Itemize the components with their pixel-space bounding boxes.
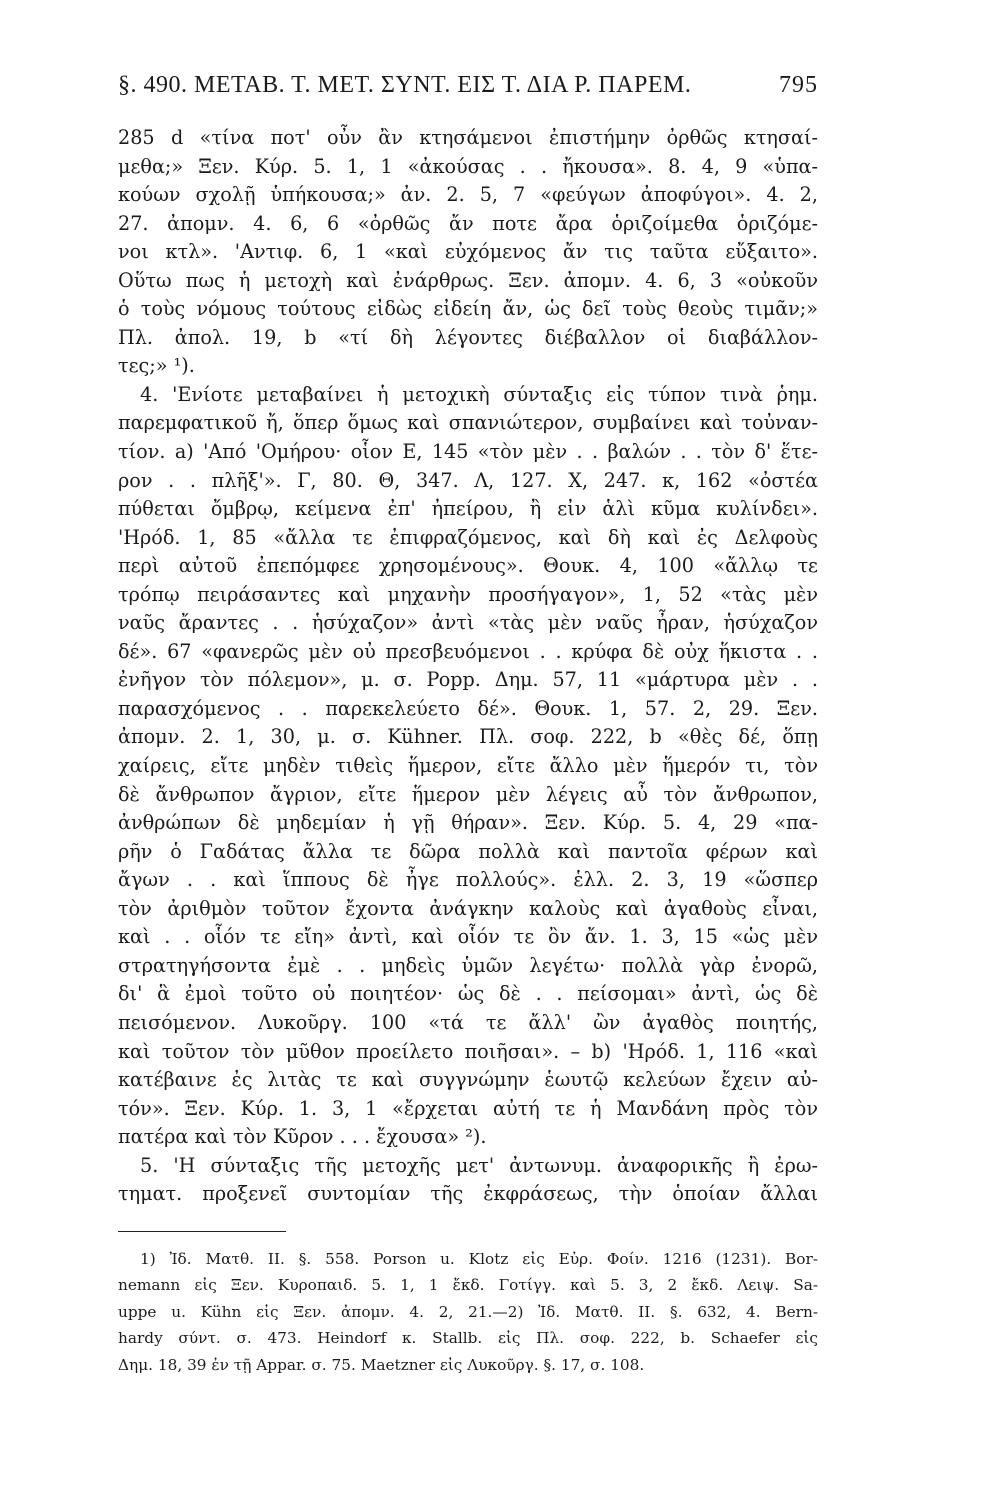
- book-page: [118, 72, 818, 1378]
- footnote-line: 1) Ἰδ. Ματθ. II. §. 558. Porson u. Klotz εἰς Εὐρ. Φοίν. 1216 (1231). Bor-: [140, 1249, 818, 1268]
- text-line: τρόπῳ πειράσαντες καὶ μηχανὴν προσήγαγον», 1, 52 «τὰς μὲν: [118, 582, 818, 606]
- text-line: ρον . . πλῆξ'». Γ, 80. Θ, 347. Λ, 127. Χ, 247. κ, 162 «ὀστέα: [118, 468, 818, 492]
- text-line: ἄγων . . καὶ ἵππους δὲ ἦγε πολλούς». ἑλλ. 2. 3, 19 «ὥσπερ: [118, 868, 818, 892]
- text-line: πεισόμενον. Λυκοῦργ. 100 «τά τε ἄλλ' ὢν ἀγαθὸς ποιητής,: [118, 1010, 818, 1034]
- text-line: περὶ αὐτοῦ ἐπεπόμφεε χρησομένους». Θουκ. 4, 100 «ἄλλῳ τε: [118, 554, 818, 578]
- text-line: κούων σχολῇ ὑπήκουσα;» ἀν. 2. 5, 7 «φεύγων ἀποφύγοι». 4. 2,: [118, 183, 818, 207]
- text-line: πύθεται ὄμβρῳ, κείμενα ἐπ' ἠπείρου, ἢ εἰν ἁλὶ κῦμα κυλίνδει».: [118, 497, 818, 521]
- text-line: παρασχόμενος . . παρεκελεύετο δέ». Θουκ. 1, 57. 2, 29. Ξεν.: [118, 696, 818, 720]
- text-line: κατέβαινε ἐς λιτὰς τε καὶ συγγνώμην ἑωυτῷ κελεύων ἔχειν αὐ-: [118, 1068, 818, 1092]
- text-line: τὸν ἀριθμὸν τοῦτον ἔχοντα ἀνάγκην καλοὺς καὶ ἀγαθοὺς εἶναι,: [118, 896, 818, 920]
- running-head: [118, 72, 818, 108]
- text-line: πατέρα καὶ τὸν Κῦρον . . . ἔχουσα» ²).: [118, 1125, 487, 1149]
- text-line: τες;» ¹).: [118, 354, 195, 378]
- text-line: τίον. a) 'Από 'Ομήρου· οἷον Ε, 145 «τὸν μὲν . . βαλών . . τὸν δ' ἕτε-: [118, 440, 818, 464]
- text-line: τηματ. προξενεῖ συντομίαν τῆς ἐκφράσεως, τὴν ὁποίαν ἄλλαι: [118, 1182, 818, 1206]
- text-line: 285 d «τίνα ποτ' οὖν ἂν κτησάμενοι ἐπιστήμην ὀρθῶς κτησαί-: [118, 126, 818, 149]
- text-line: 27. ἀπομν. 4. 6, 6 «ὀρθῶς ἄν ποτε ἄρα ὁριζοίμεθα ὁριζόμε-: [118, 211, 818, 235]
- text-line: ὁ τοὺς νόμους τούτους εἰδὼς εἰδείη ἄν, ὡς δεῖ τοὺς θεοὺς τιμᾶν;»: [118, 297, 818, 321]
- text-line: ρῆν ὁ Γαδάτας ἄλλα τε δῶρα πολλὰ καὶ παντοῖα φέρων καὶ: [118, 839, 818, 863]
- text-line: χαίρεις, εἴτε μηδὲν τιθεὶς ἥμερον, εἴτε ἄλλο μὲν ἥμερόν τι, τὸν: [118, 754, 818, 778]
- text-line: καὶ . . οἷόν τε εἴη» ἀντὶ, καὶ οἷόν τε ὂν ἄν. 1. 3, 15 «ὡς μὲν: [118, 925, 818, 949]
- text-line: 'Ηρόδ. 1, 85 «ἄλλα τε ἐπιφραζόμενος, καὶ δὴ καὶ ἐς Δελφοὺς: [118, 525, 818, 549]
- footnote-line: nemann εἰς Ξεν. Κυροπαιδ. 5. 1, 1 ἔκδ. Γοτίγγ. καὶ 5. 3, 2 ἔκδ. Λειψ. Sa-: [118, 1276, 818, 1295]
- text-line: στρατηγήσοντα ἐμὲ . . μηδεὶς ὑμῶν λεγέτω· πολλὰ γὰρ ἐνορῶ,: [118, 953, 818, 977]
- paragraph-4-start: 4. 'Ενίοτε μεταβαίνει ἡ μετοχικὴ σύνταξις εἰς τύπον τινὰ ῥημ.: [140, 382, 818, 406]
- page-number: 795: [779, 72, 818, 98]
- running-head-title: §. 490. ΜΕΤΑΒ. Τ. ΜΕΤ. ΣΥΝΤ. ΕΙΣ Τ. ΔΙΑ Ρ. ΠΑΡΕΜ.: [118, 72, 692, 98]
- footnote-rule: [118, 1231, 286, 1232]
- footnotes: [118, 1246, 818, 1379]
- text-line: δὲ ἄνθρωπον ἄγριον, εἴτε ἥμερον μὲν λέγεις αὖ τὸν ἄνθρωπον,: [118, 782, 818, 806]
- text-line: ἀπομν. 2. 1, 30, μ. σ. Kühner. Πλ. σοφ. 222, b «θὲς δέ, ὅπῃ: [118, 725, 818, 749]
- text-line: μεθα;» Ξεν. Κύρ. 5. 1, 1 «ἀκούσας . . ἤκουσα». 8. 4, 9 «ὑπα-: [118, 154, 818, 178]
- text-line: ἐνῆγον τὸν πόλεμον», μ. σ. Popp. Δημ. 57, 11 «μάρτυρα μὲν . .: [118, 668, 818, 692]
- text-line: δι' ἃ ἐμοὶ τοῦτο οὐ ποιητέον· ὡς δὲ . . πείσομαι» ἀντὶ, ὡς δὲ: [118, 982, 818, 1006]
- footnote-line: hardy σύντ. σ. 473. Heindorf κ. Stallb. εἰς Πλ. σοφ. 222, b. Schaefer εἰς: [118, 1329, 818, 1348]
- text-line: Πλ. ἀπολ. 19, b «τί δὴ λέγοντες διέβαλλον οἱ διαβάλλον-: [118, 325, 818, 349]
- paragraph-5-start: 5. 'Η σύνταξις τῆς μετοχῆς μετ' ἀντωνυμ. ἀναφορικῆς ἢ ἐρω-: [140, 1153, 818, 1177]
- main-text: [118, 124, 818, 1209]
- text-line: Οὕτω πως ἡ μετοχὴ καὶ ἐνάρθρως. Ξεν. ἀπομν. 4. 6, 3 «οὐκοῦν: [118, 268, 818, 292]
- text-line: νοι κτλ». 'Αντιφ. 6, 1 «καὶ εὐχόμενος ἄν τις ταῦτα εὔξαιτο».: [118, 240, 818, 264]
- text-line: τόν». Ξεν. Κύρ. 1. 3, 1 «ἔρχεται αὐτή τε ἡ Μανδάνη πρὸς τὸν: [118, 1096, 818, 1120]
- text-line: δέ». 67 «φανερῶς μὲν οὐ πρεσβευόμενοι . . κρύφα δὲ οὐχ ἥκιστα . .: [118, 639, 818, 663]
- text-line: ναῦς ἄραντες . . ἡσύχαζον» ἀντὶ «τὰς μὲν ναῦς ἦραν, ἡσύχαζον: [118, 611, 818, 635]
- text-line: παρεμφατικοῦ ἤ, ὅπερ ὅμως καὶ σπανιώτερον, συμβαίνει καὶ τοὐναν-: [118, 411, 818, 435]
- text-line: καὶ τοῦτον τὸν μῦθον προείλετο ποιῆσαι». – b) 'Ηρόδ. 1, 116 «καὶ: [118, 1039, 818, 1063]
- footnote-line: Δημ. 18, 39 ἐν τῇ Appar. σ. 75. Maetzner εἰς Λυκοῦργ. §. 17, σ. 108.: [118, 1355, 645, 1374]
- text-line: ἀνθρώπων δὲ μηδεμίαν ἡ γῇ θήραν». Ξεν. Κύρ. 5. 4, 29 «πα-: [118, 811, 818, 835]
- footnote-line: uppe u. Kühn εἰς Ξεν. ἀπομν. 4. 2, 21.—2) Ἰδ. Ματθ. II. §. 632, 4. Bern-: [118, 1302, 818, 1321]
